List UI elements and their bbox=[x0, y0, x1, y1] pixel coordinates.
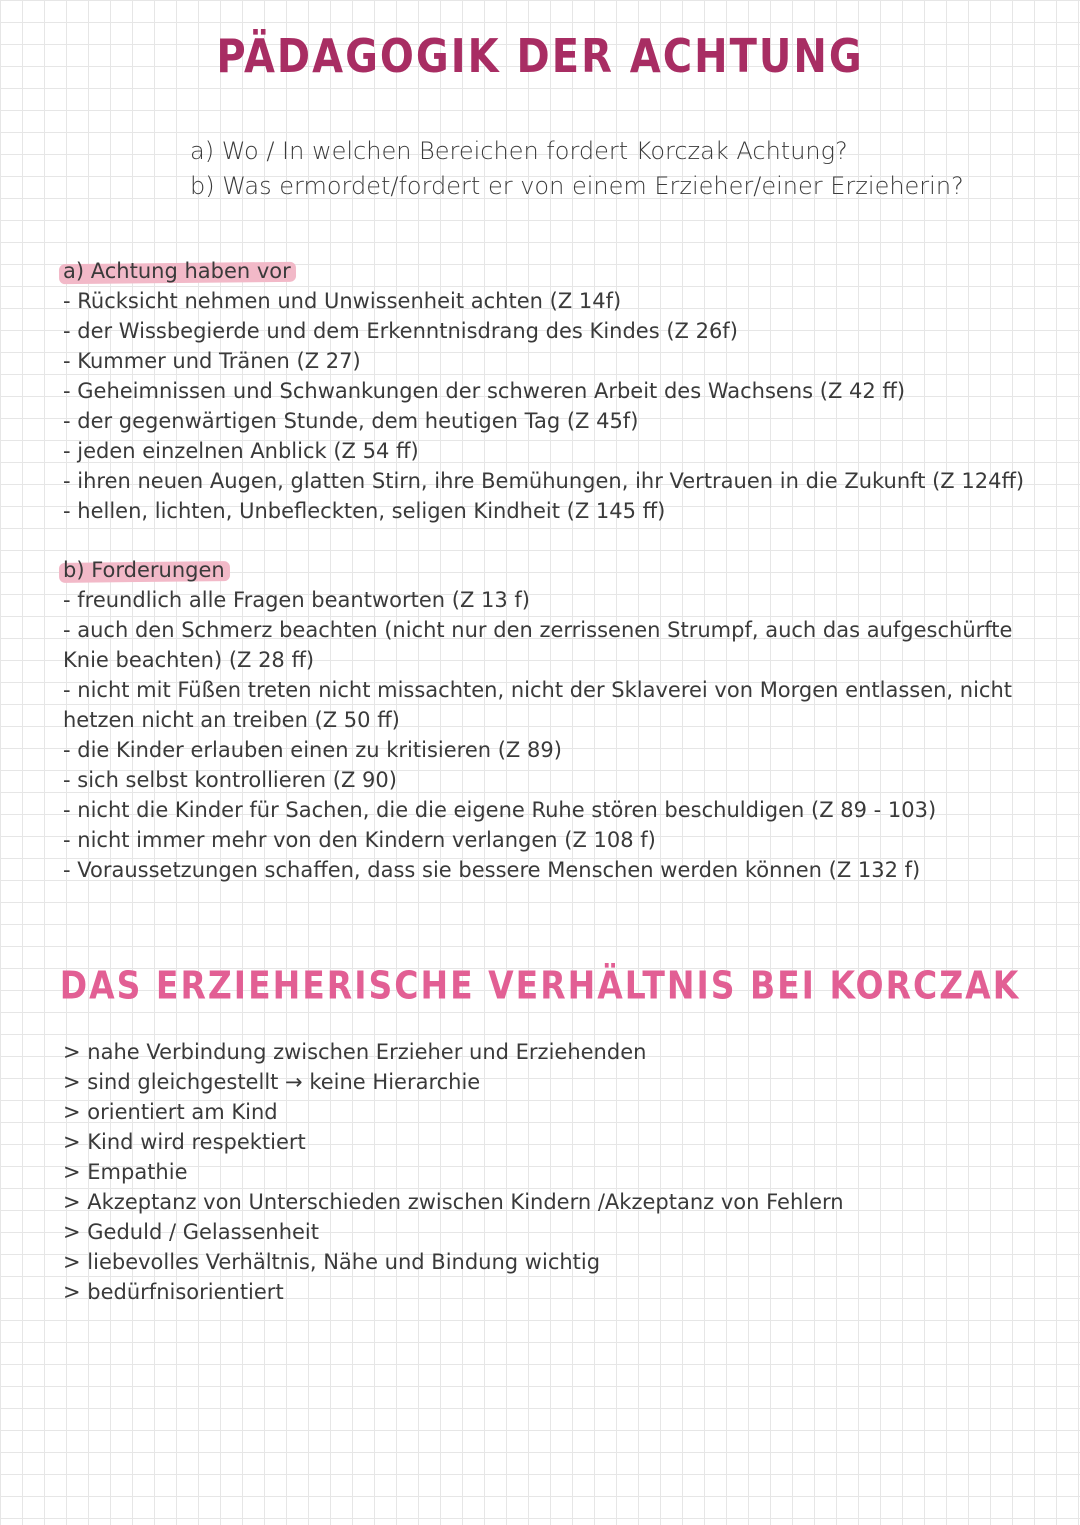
section-a-heading: a) Achtung haben vor bbox=[62, 256, 294, 286]
list-item: - der Wissbegierde und dem Erkenntnisdrang des Kindes (Z 26f) bbox=[63, 319, 738, 343]
list-item: - Rücksicht nehmen und Unwissenheit achten (Z 14f) bbox=[63, 289, 622, 313]
list-item: - hellen, lichten, Unbefleckten, seligen Kindheit (Z 145 ff) bbox=[63, 499, 666, 523]
list-item: - Voraussetzungen schaffen, dass sie bessere Menschen werden können (Z 132 f) bbox=[63, 858, 921, 882]
list-item: - freundlich alle Fragen beantworten (Z 13 f) bbox=[63, 588, 531, 612]
question-block bbox=[190, 134, 964, 204]
section-title-verhaeltnis: DAS ERZIEHERISCHE VERHÄLTNIS BEI KORCZAK bbox=[59, 963, 1021, 1008]
section-forderungen bbox=[63, 555, 1038, 885]
list-item: > Kind wird respektiert bbox=[63, 1130, 306, 1154]
list-item: > liebevolles Verhältnis, Nähe und Bindung wichtig bbox=[63, 1250, 601, 1274]
list-item: > Akzeptanz von Unterschieden zwischen Kindern /Akzeptanz von Fehlern bbox=[63, 1190, 844, 1214]
list-item: - die Kinder erlauben einen zu kritisieren (Z 89) bbox=[63, 738, 562, 762]
list-item: - nicht immer mehr von den Kindern verlangen (Z 108 f) bbox=[63, 828, 656, 852]
list-item: > Empathie bbox=[63, 1160, 188, 1184]
list-item: - Kummer und Tränen (Z 27) bbox=[63, 349, 361, 373]
list-item: > Geduld / Gelassenheit bbox=[63, 1220, 319, 1244]
list-item: - nicht die Kinder für Sachen, die die eigene Ruhe stören beschuldigen (Z 89 - 103) bbox=[63, 798, 937, 822]
section-verhaeltnis bbox=[63, 1037, 1038, 1307]
page-title: PÄDAGOGIK DER ACHTUNG bbox=[216, 30, 864, 84]
list-item: > nahe Verbindung zwischen Erzieher und Erziehenden bbox=[63, 1040, 647, 1064]
list-item: - nicht mit Füßen treten nicht missachten, nicht der Sklaverei von Morgen entlassen, nicht hetzen nicht an treiben (Z 50 ff) bbox=[63, 678, 1013, 732]
list-item: - auch den Schmerz beachten (nicht nur den zerrissenen Strumpf, auch das aufgeschürfte Knie beachten) (Z 28 ff) bbox=[63, 618, 1013, 672]
list-item: - Geheimnissen und Schwankungen der schweren Arbeit des Wachsens (Z 42 ff) bbox=[63, 379, 906, 403]
question-b: b) Was ermordet/fordert er von einem Erzieher/einer Erzieherin? bbox=[190, 172, 964, 200]
section-b-heading: b) Forderungen bbox=[62, 555, 228, 585]
list-item: > bedürfnisorientiert bbox=[63, 1280, 284, 1304]
list-item: - jeden einzelnen Anblick (Z 54 ff) bbox=[63, 439, 419, 463]
list-item: > orientiert am Kind bbox=[63, 1100, 278, 1124]
section-achtung bbox=[63, 256, 1038, 526]
list-item: - der gegenwärtigen Stunde, dem heutigen Tag (Z 45f) bbox=[63, 409, 639, 433]
list-item: > sind gleichgestellt → keine Hierarchie bbox=[63, 1070, 481, 1094]
question-a: a) Wo / In welchen Bereichen fordert Korczak Achtung? bbox=[190, 137, 848, 165]
list-item: - ihren neuen Augen, glatten Stirn, ihre Bemühungen, ihr Vertrauen in die Zukunft (Z 124ff) bbox=[63, 469, 1025, 493]
list-item: - sich selbst kontrollieren (Z 90) bbox=[63, 768, 397, 792]
